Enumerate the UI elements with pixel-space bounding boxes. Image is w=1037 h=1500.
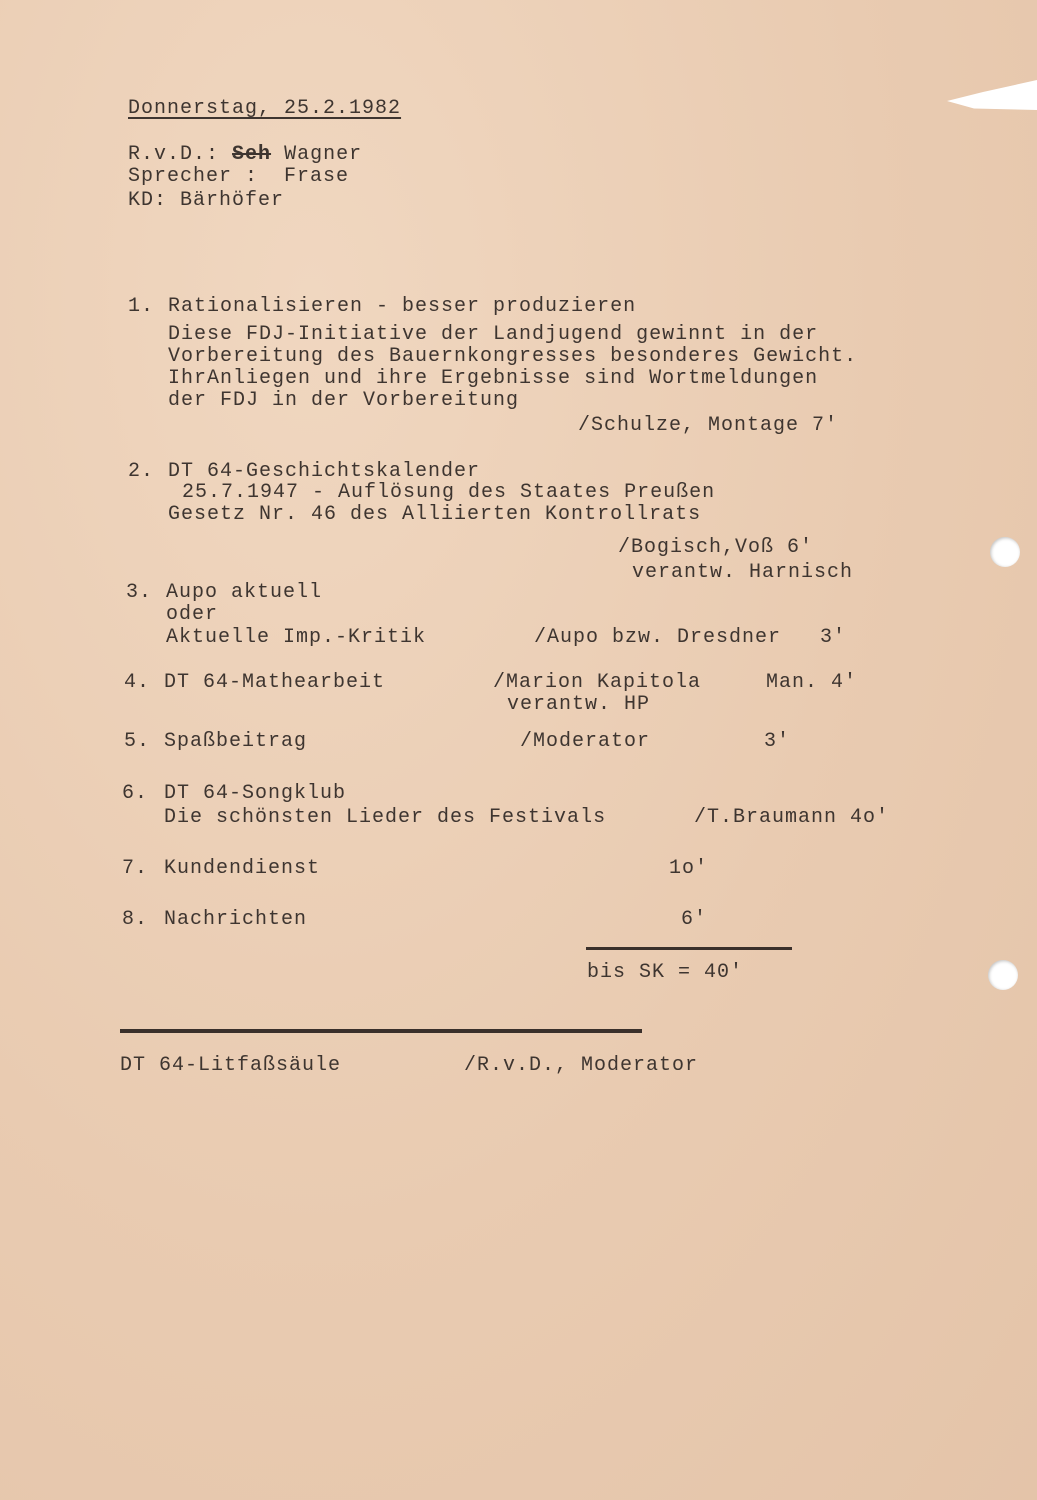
total-divider — [586, 947, 792, 950]
sprecher-name: Frase — [284, 165, 350, 188]
item-1-line: der FDJ in der Vorbereitung — [168, 389, 520, 412]
item-3-title: Aupo aktuell — [166, 581, 323, 604]
item-1-number: 1. — [128, 295, 155, 318]
item-7-title: Kundendienst — [164, 857, 321, 880]
item-4-title: DT 64-Mathearbeit — [164, 671, 386, 694]
item-6-number: 6. — [122, 782, 149, 805]
punch-hole-top — [990, 537, 1020, 567]
document-date: Donnerstag, 25.2.1982 — [128, 97, 402, 120]
rvd-name: Wagner — [284, 143, 363, 166]
item-7-duration: 1o' — [669, 857, 709, 880]
item-3-line: Aktuelle Imp.-Kritik — [166, 626, 427, 649]
item-1-line: Diese FDJ-Initiative der Landjugend gewinnt in der — [168, 323, 819, 346]
rvd-label: R.v.D.: — [128, 143, 220, 166]
item-4-credit-responsible: verantw. HP — [507, 693, 651, 716]
item-4-duration: Man. 4' — [766, 671, 858, 694]
footer-divider — [120, 1029, 642, 1033]
rvd-line — [128, 144, 362, 166]
sprecher-label: Sprecher : — [128, 165, 259, 188]
item-5-duration: 3' — [764, 730, 791, 753]
item-3-number: 3. — [126, 581, 153, 604]
item-1-line: Vorbereitung des Bauernkongresses besonderes Gewicht. — [168, 345, 858, 368]
footer-title: DT 64-Litfaßsäule — [120, 1054, 342, 1077]
kd-line: KD: Bärhöfer — [128, 189, 285, 212]
item-1-title: Rationalisieren - besser produzieren — [168, 295, 637, 318]
rvd-struck-text: Seh — [232, 143, 272, 166]
item-4-number: 4. — [124, 671, 151, 694]
item-2-line: 25.7.1947 - Auflösung des Staates Preußen — [182, 481, 716, 504]
footer-credit: /R.v.D., Moderator — [464, 1054, 699, 1077]
item-5-number: 5. — [124, 730, 151, 753]
item-7-number: 7. — [122, 857, 149, 880]
punch-hole-bottom — [988, 960, 1018, 990]
item-3-duration: 3' — [820, 626, 847, 649]
item-2-credit-responsible: verantw. Harnisch — [632, 561, 854, 584]
item-6-line: Die schönsten Lieder des Festivals — [164, 806, 607, 829]
item-3-credit: /Aupo bzw. Dresdner — [534, 626, 782, 649]
item-1-line: IhrAnliegen und ihre Ergebnisse sind Wortmeldungen — [168, 367, 819, 390]
item-1-credit: /Schulze, Montage 7' — [578, 414, 839, 437]
item-4-credit: /Marion Kapitola — [493, 671, 702, 694]
paper-tear — [947, 80, 1037, 110]
item-5-credit: /Moderator — [520, 730, 651, 753]
item-8-number: 8. — [122, 908, 149, 931]
item-3-line: oder — [166, 603, 219, 626]
item-6-credit: /T.Braumann 4o' — [694, 806, 890, 829]
item-2-line: Gesetz Nr. 46 des Alliierten Kontrollrats — [168, 503, 702, 526]
item-6-title: DT 64-Songklub — [164, 782, 347, 805]
item-8-title: Nachrichten — [164, 908, 308, 931]
item-2-title: DT 64-Geschichtskalender — [168, 460, 481, 483]
item-2-credit: /Bogisch,Voß 6' — [618, 536, 814, 559]
item-5-title: Spaßbeitrag — [164, 730, 308, 753]
item-2-number: 2. — [128, 460, 155, 483]
item-8-duration: 6' — [681, 908, 708, 931]
sprecher-line — [128, 166, 349, 188]
total-line: bis SK = 40' — [587, 961, 744, 984]
